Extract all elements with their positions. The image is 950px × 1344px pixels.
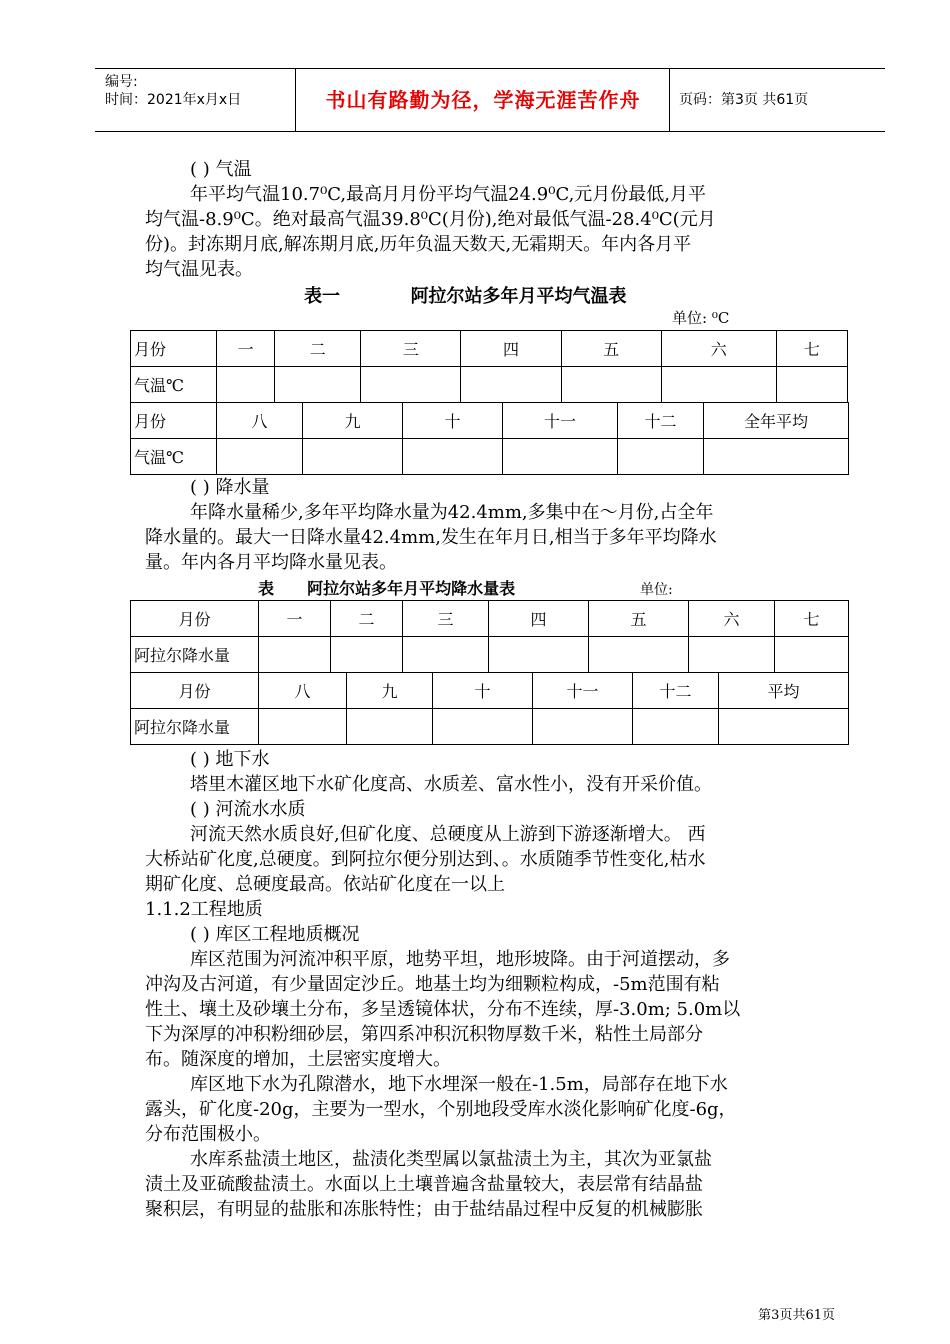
paragraph-line: 库区地下水为孔隙潜水，地下水埋深一般在-1.5m，局部存在地下水	[190, 1074, 728, 1095]
paragraph-line: 冲沟及古河道，有少量固定沙丘。地基土均为细颗粒构成，-5m范围有粘	[145, 974, 720, 995]
table-row	[131, 367, 848, 403]
header-divider	[669, 69, 670, 131]
table-row	[131, 403, 849, 439]
table-cell: 十一	[533, 673, 633, 709]
paragraph-line: 份)。封冻期月底,解冻期月底,历年负温天数天,无霜期天。年内各月平	[145, 234, 692, 255]
table-cell	[275, 367, 361, 403]
table-cell: 十二	[633, 673, 719, 709]
table2-caption-prefix: 表	[258, 579, 275, 598]
table-cell	[533, 709, 633, 745]
table1-upper	[130, 330, 848, 403]
table-cell	[719, 709, 849, 745]
table-cell: 九	[303, 403, 403, 439]
table-cell: 气温℃	[131, 439, 217, 475]
paragraph-line: 均气温-8.9⁰C。绝对最高气温39.8⁰C(月份),绝对最低气温-28.4⁰C(元月	[145, 209, 716, 230]
table-cell	[633, 709, 719, 745]
table-cell	[704, 439, 849, 475]
time-label: 时间：2021年x月x日	[105, 92, 242, 108]
table-cell: 四	[489, 601, 589, 637]
table-cell: 十	[433, 673, 533, 709]
temp-section-title: ( ) 气温	[190, 159, 252, 180]
table-cell: 气温℃	[131, 367, 217, 403]
table-cell	[618, 439, 704, 475]
table-cell: 月份	[131, 601, 259, 637]
table2-grid	[130, 600, 848, 744]
rain-section-title: ( ) 降水量	[190, 477, 270, 498]
table-cell: 三	[403, 601, 489, 637]
table1-caption-prefix: 表一	[304, 286, 340, 307]
paragraph-line: 库区范围为河流冲积平原，地势平坦，地形坡降。由于河道摆动，多	[190, 949, 730, 970]
table-row	[131, 601, 849, 637]
paragraph-line: 河流天然水质良好,但矿化度、总硬度从上游到下游逐渐增大。 西	[190, 824, 706, 845]
groundwater-section-title: ( ) 地下水	[190, 749, 270, 770]
paragraph-line: 水库系盐渍土地区，盐渍化类型属以氯盐渍土为主，其次为亚氯盐	[190, 1149, 712, 1170]
table-cell: 十	[403, 403, 503, 439]
table-cell	[776, 367, 847, 403]
table-cell: 四	[461, 331, 561, 367]
paragraph-line: 聚积层，有明显的盐胀和冻胀特性；由于盐结晶过程中反复的机械膨胀	[145, 1199, 703, 1220]
paragraph-line: 年降水量稀少,多年平均降水量为42.4mm,多集中在～月份,占全年	[190, 502, 714, 523]
paragraph-line: 降水量的。最大一日降水量42.4mm,发生在年月日,相当于多年平均降水	[145, 527, 717, 548]
table1-grid	[130, 330, 848, 474]
table-cell: 平均	[719, 673, 849, 709]
paragraph-line: 下为深厚的冲积粉细砂层，第四系冲积沉积物厚数千米，粘性土局部分	[145, 1024, 703, 1045]
table-cell	[347, 709, 433, 745]
table-cell: 二	[331, 601, 403, 637]
table-cell: 七	[776, 331, 847, 367]
header-divider	[295, 69, 296, 131]
table-cell	[331, 637, 403, 673]
table-row	[131, 331, 848, 367]
table1-lower	[130, 402, 849, 475]
footer-page-number: 第3页共61页	[758, 1308, 835, 1323]
paragraph-line: 分布范围极小。	[145, 1124, 271, 1145]
paragraph-line: 露头，矿化度-20g，主要为一型水，个别地段受库水淡化影响矿化度-6g，	[145, 1099, 737, 1120]
page-header	[95, 68, 885, 132]
table-cell: 阿拉尔降水量	[131, 637, 259, 673]
table-cell	[217, 367, 275, 403]
table-cell	[259, 637, 331, 673]
geology-section-title: ( ) 库区工程地质概况	[190, 924, 360, 945]
table-cell: 二	[275, 331, 361, 367]
geology-heading: 1.1.2工程地质	[145, 899, 263, 920]
paragraph-line: 均气温见表。	[145, 259, 253, 280]
table-cell: 九	[347, 673, 433, 709]
table1-caption	[304, 282, 627, 308]
table-cell	[589, 637, 689, 673]
paragraph-line: 布。随深度的增加，土层密实度增大。	[145, 1049, 451, 1070]
table-cell: 月份	[131, 331, 217, 367]
paragraph-line: 期矿化度、总硬度最高。依站矿化度在一以上	[145, 874, 505, 895]
table-cell: 七	[775, 601, 849, 637]
table-cell	[689, 637, 775, 673]
table2-caption	[258, 576, 515, 599]
table-cell	[303, 439, 403, 475]
table-row	[131, 439, 849, 475]
header-meta	[105, 73, 241, 109]
table-row	[131, 637, 849, 673]
table-cell	[217, 439, 303, 475]
table-cell	[403, 637, 489, 673]
table2-lower	[130, 672, 849, 745]
table-cell: 全年平均	[704, 403, 849, 439]
table-cell: 五	[589, 601, 689, 637]
table2-unit: 单位:	[640, 582, 673, 598]
table-cell: 六	[661, 331, 776, 367]
table-cell	[561, 367, 661, 403]
table-cell	[259, 709, 347, 745]
table-cell	[489, 637, 589, 673]
paragraph-line: 大桥站矿化度,总硬度。到阿拉尔便分别达到、。水质随季节性变化,枯水	[145, 849, 706, 870]
table1-unit: 单位: ⁰C	[672, 309, 730, 327]
table-cell: 八	[217, 403, 303, 439]
table-cell: 月份	[131, 673, 259, 709]
paragraph-line: 塔里木灌区地下水矿化度高、水质差、富水性小，没有开采价值。	[190, 774, 712, 795]
table-cell: 月份	[131, 403, 217, 439]
table-cell: 三	[361, 331, 461, 367]
paragraph-line: 年平均气温10.7⁰C,最高月月份平均气温24.9⁰C,元月份最低,月平	[190, 184, 707, 205]
table2-caption-title: 阿拉尔站多年月平均降水量表	[307, 579, 516, 598]
table-cell: 十一	[503, 403, 618, 439]
header-page-number: 页码：第3页 共61页	[679, 92, 809, 108]
table-cell: 阿拉尔降水量	[131, 709, 259, 745]
table-cell	[433, 709, 533, 745]
table-cell	[461, 367, 561, 403]
table-cell	[361, 367, 461, 403]
paragraph-line: 量。年内各月平均降水量见表。	[145, 552, 397, 573]
table-cell: 一	[259, 601, 331, 637]
paragraph-line: 性土、壤土及砂壤土分布，多呈透镜体状，分布不连续，厚-3.0m; 5.0m以	[145, 999, 741, 1020]
table-row	[131, 709, 849, 745]
river-section-title: ( ) 河流水水质	[190, 799, 306, 820]
header-slogan: 书山有路勤为径，学海无涯苦作舟	[325, 88, 641, 112]
table-cell: 一	[217, 331, 275, 367]
table-cell: 十二	[618, 403, 704, 439]
paragraph-line: 渍土及亚硫酸盐渍土。水面以上土壤普遍含盐量较大，表层常有结晶盐	[145, 1174, 703, 1195]
table-cell: 六	[689, 601, 775, 637]
table-cell	[403, 439, 503, 475]
table-cell: 八	[259, 673, 347, 709]
table-row	[131, 673, 849, 709]
table-cell	[661, 367, 776, 403]
table2-upper	[130, 600, 849, 673]
serial-label: 编号:	[105, 74, 138, 90]
table-cell	[503, 439, 618, 475]
table-cell	[775, 637, 849, 673]
table1-caption-title: 阿拉尔站多年月平均气温表	[410, 286, 627, 307]
table-cell: 五	[561, 331, 661, 367]
